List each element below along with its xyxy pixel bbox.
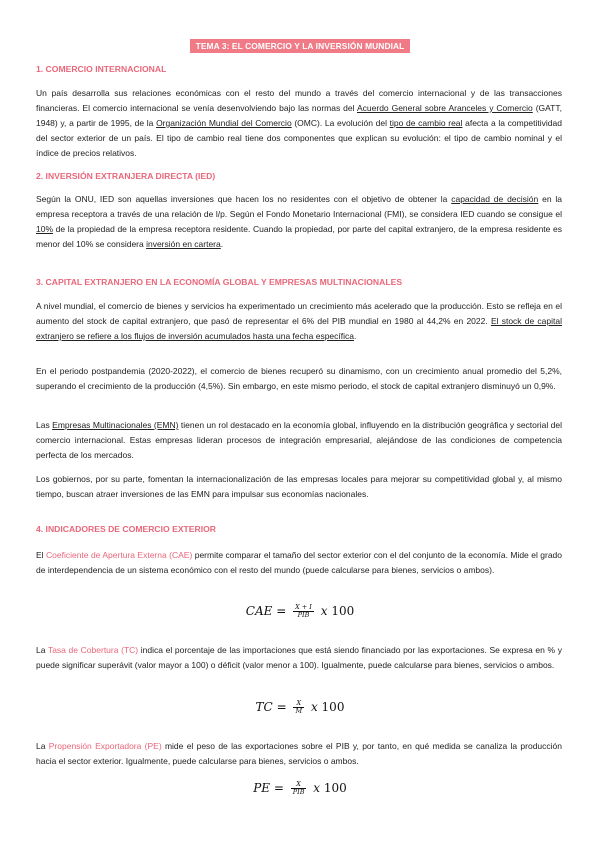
- formula-times: x: [313, 781, 321, 795]
- tipo-cambio-link[interactable]: tipo de cambio real: [389, 118, 463, 128]
- formula-constant: 100: [331, 604, 355, 618]
- formula-times: x: [310, 700, 318, 714]
- section-3-paragraph-4: Los gobiernos, por su parte, fomentan la internacionalización de las empresas locales para mejorar su competitividad global y, al mismo tiempo, buscan atraer inversiones de las EMN para impulsar sus economías nacionales.: [36, 474, 562, 499]
- formula-fraction: [293, 604, 314, 619]
- formula-fraction: [293, 700, 304, 715]
- text-segment: (GATT, 1948) y, a partir de 1995, de la: [36, 103, 562, 128]
- formula-denominator: PIB: [297, 611, 310, 619]
- capacidad-decision-link[interactable]: capacidad de decisión: [451, 194, 539, 204]
- section-4-paragraph-3: [36, 739, 562, 769]
- formula-lhs: PE: [253, 781, 271, 795]
- section-1-paragraph: [36, 86, 562, 161]
- formula-equals: =: [276, 700, 287, 714]
- formula-numerator: X: [293, 700, 304, 708]
- text-segment: El: [36, 550, 46, 560]
- formula-lhs: TC: [255, 700, 273, 714]
- text-segment: .: [220, 239, 224, 249]
- stock-capital-link[interactable]: El stock de capital extranjero se refiere a los flujos de inversión acumulados hasta una fecha específica: [36, 316, 562, 341]
- text-segment: permite comparar el tamaño del sector exterior con el del conjunto de la economía. Mide el grado de interdependencia de un sistema económico con el resto del mundo (puede calcularse para bienes, servicios o ambos).: [36, 550, 563, 575]
- section-2-heading: 2. INVERSIÓN EXTRANJERA DIRECTA (IED): [36, 171, 216, 181]
- formula-times: x: [320, 604, 328, 618]
- formula-fraction: [291, 781, 307, 796]
- formula-constant: 100: [323, 781, 347, 795]
- text-segment: tienen un rol destacado en la economía global, influyendo en la distribución geográfica y sectorial del comercio internacional. Estas empresas lideran procesos de integración empresarial, alejándose de las condiciones de competencia perfecta de los mercados.: [36, 420, 563, 460]
- text-segment: Un país desarrolla sus relaciones económicas con el resto del mundo a través del comercio internacional y de las transacciones financieras. El comercio internacional se venía desenvolviendo bajo las normas del: [36, 88, 562, 113]
- text-segment: La: [36, 645, 48, 655]
- text-segment: Según la ONU, IED son aquellas inversiones que hacen los no residentes con el objetivo de obtener la: [36, 194, 452, 204]
- formula-constant: 100: [321, 700, 345, 714]
- gatt-link[interactable]: Acuerdo General sobre Aranceles y Comercio: [356, 103, 533, 113]
- section-4-paragraph-2: [36, 643, 562, 673]
- text-segment: (OMC). La evolución del: [291, 118, 390, 128]
- emn-link[interactable]: Empresas Multinacionales (EMN): [52, 420, 179, 430]
- section-3-paragraph-2: En el periodo postpandemia (2020-2022), el comercio de bienes recuperó su dinamismo, con un crecimiento anual promedio del 5,2%, superando el crecimiento de la producción (4,5%). Sin embargo, en este mismo periodo, el stock de capital extranjero disminuyó un 0,9%.: [36, 366, 562, 391]
- formula-equals: =: [273, 781, 284, 795]
- text-segment: A nivel mundial, el comercio de bienes y servicios ha experimentado un crecimiento más acelerado que la producción. Esto se refleja en el aumento del stock de capital extranjero, que pasó de representar el 6% del PIB mundial en 1980 al 44,2% en 2022.: [36, 301, 562, 326]
- formula-numerator: X: [291, 781, 307, 789]
- text-segment: mide el peso de las exportaciones sobre el PIB y, por tanto, en qué medida se canaliza la producción hacia el sector exterior. Igualmente, puede calcularse para bienes, servicios o ambos.: [36, 741, 563, 766]
- section-2-paragraph: [36, 192, 562, 252]
- text-segment: afecta a la competitividad del sector exterior de un país. El tipo de cambio real tiene dos componentes que explican su evolución: el tipo de cambio nominal y el índice de precios relativos.: [36, 118, 562, 158]
- section-4-paragraph-1: [36, 548, 562, 578]
- text-segment: La: [36, 741, 49, 751]
- cae-formula: [0, 604, 600, 619]
- pe-formula: [0, 781, 600, 796]
- section-1-heading: 1. COMERCIO INTERNACIONAL: [36, 64, 167, 74]
- ten-percent-link[interactable]: 10%: [36, 224, 54, 234]
- section-3-paragraph-1: [36, 299, 562, 344]
- section-3-paragraph-3: [36, 418, 562, 463]
- inversion-cartera-link[interactable]: inversión en cartera: [146, 239, 221, 249]
- text-segment: Las: [36, 420, 53, 430]
- text-segment: de la propiedad de la empresa receptora residente. Cuando la propiedad, por parte del capital extranjero, de la empresa residente es menor del 10% se considera: [36, 224, 562, 249]
- section-4-heading: 4. INDICADORES DE COMERCIO EXTERIOR: [36, 524, 217, 534]
- pe-term: Propensión Exportadora (PE): [48, 741, 162, 751]
- text-segment: indica el porcentaje de las importaciones que está siendo financiado por las exportaciones. Se expresa en % y puede significar superávit (valor mayor a 100) o déficit (valor menor a 100). Igualmente, puede calcularse para bienes, servicios o ambos.: [36, 645, 562, 670]
- title-container: [0, 36, 600, 54]
- text-segment: en la empresa receptora a través de una relación de l/p. Según el Fondo Monetario Internacional (FMI), se considera IED cuando se consigue el: [36, 194, 562, 219]
- page-title: TEMA 3: EL COMERCIO Y LA INVERSIÓN MUNDIAL: [190, 39, 411, 53]
- tc-term: Tasa de Cobertura (TC): [47, 645, 139, 655]
- omc-link[interactable]: Organización Mundial del Comercio: [156, 118, 292, 128]
- formula-denominator: PIB: [292, 788, 305, 796]
- formula-equals: =: [276, 604, 287, 618]
- formula-numerator: X + I: [295, 603, 312, 611]
- section-3-heading: 3. CAPITAL EXTRANJERO EN LA ECONOMÍA GLOBAL Y EMPRESAS MULTINACIONALES: [36, 277, 403, 287]
- text-segment: .: [354, 331, 357, 341]
- tc-formula: [0, 700, 600, 715]
- cae-term: Coeficiente de Apertura Externa (CAE): [46, 550, 193, 560]
- formula-denominator: M: [295, 707, 303, 715]
- formula-lhs: CAE: [245, 604, 273, 618]
